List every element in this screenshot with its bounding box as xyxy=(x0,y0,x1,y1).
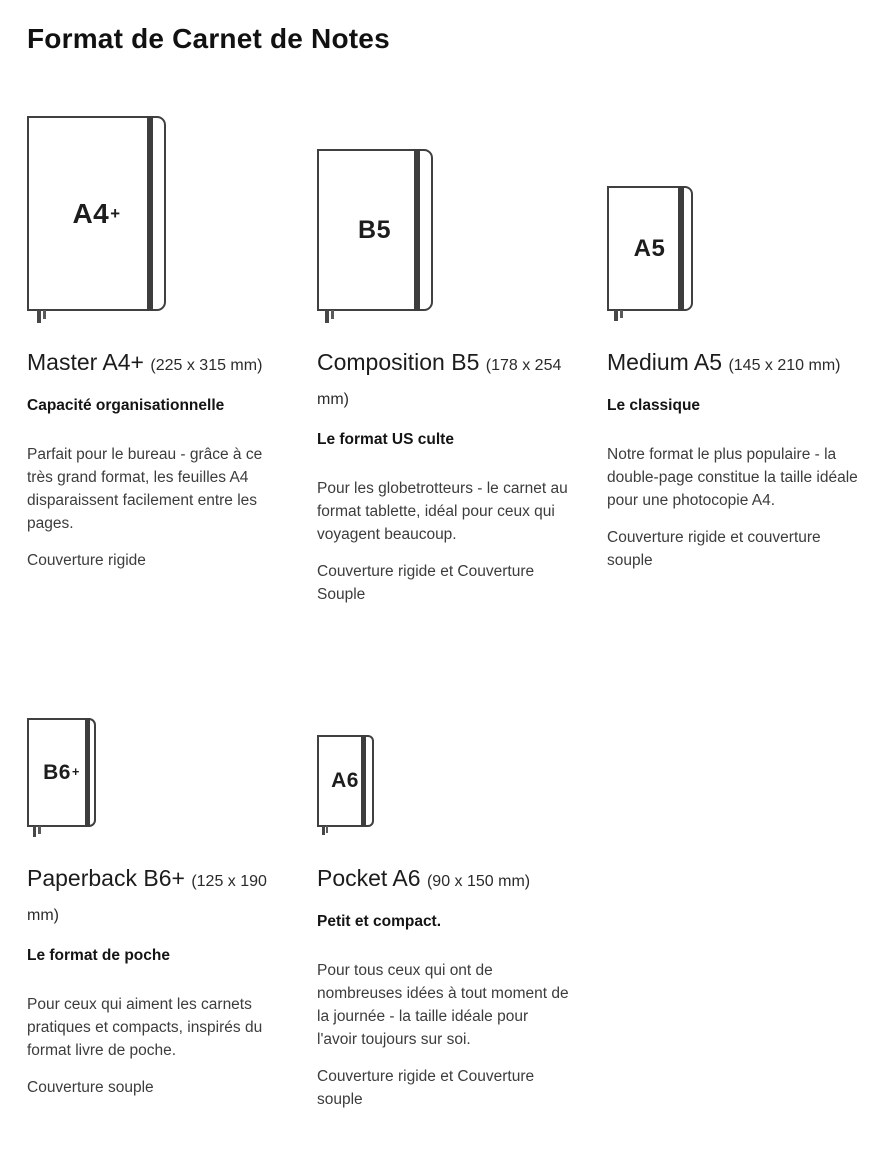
bookmark-ribbon-1 xyxy=(33,826,36,837)
format-heading xyxy=(317,863,571,897)
elastic-band xyxy=(361,735,366,827)
notebook-a5 xyxy=(607,186,693,311)
notebook-size-label: A4+ xyxy=(72,197,121,229)
notebook-illustration xyxy=(607,116,861,311)
notebook-a4plus xyxy=(27,116,166,311)
notebook-a6 xyxy=(317,735,374,827)
page-title: Format de Carnet de Notes xyxy=(27,23,390,54)
format-name: Composition B5 xyxy=(317,349,480,375)
elastic-band xyxy=(414,149,420,311)
format-description: Pour les globetrotteurs - le carnet au format tablette, idéal pour ceux qui voyagent beaucoup. xyxy=(317,480,568,543)
format-dimensions: (225 x 315 mm) xyxy=(150,357,263,374)
format-dimensions: (90 x 150 mm) xyxy=(426,873,531,890)
format-tagline: Le format de poche xyxy=(27,947,170,964)
format-name: Medium A5 xyxy=(607,349,723,375)
plus-suffix: + xyxy=(72,765,80,780)
bookmark-ribbon-2 xyxy=(43,310,46,319)
bookmark-ribbon-2 xyxy=(38,826,41,834)
formats-grid xyxy=(27,116,870,1111)
format-covers: Couverture souple xyxy=(27,1079,154,1096)
format-tagline: Le classique xyxy=(607,397,701,414)
format-tagline: Le format US culte xyxy=(317,431,454,448)
format-description: Notre format le plus populaire - la double-page constitue la taille idéale pour une photocopie A4. xyxy=(607,446,858,509)
elastic-band xyxy=(147,116,153,311)
format-covers: Couverture rigide xyxy=(27,552,146,569)
format-dimensions: (145 x 210 mm) xyxy=(728,357,841,374)
format-heading xyxy=(607,347,861,381)
format-tagline: Capacité organisationnelle xyxy=(27,397,225,414)
bookmark-ribbon-1 xyxy=(322,826,325,835)
format-dimensions: (178 x 254 mm) xyxy=(317,357,562,408)
format-card-composition-b5 xyxy=(317,116,571,606)
bookmark-ribbon-2 xyxy=(331,310,334,319)
format-tagline: Petit et compact. xyxy=(317,913,442,930)
bookmark-ribbon-2 xyxy=(326,826,328,833)
elastic-band xyxy=(678,186,684,311)
format-name: Paperback B6+ xyxy=(27,865,185,891)
notebook-size-label: A6 xyxy=(331,769,359,792)
format-card-pocket-a6 xyxy=(317,718,571,1111)
notebook-illustration xyxy=(317,718,571,827)
format-heading xyxy=(317,347,571,415)
plus-suffix: + xyxy=(110,204,121,224)
format-card-paperback-b6plus xyxy=(27,718,281,1099)
notebook-b5 xyxy=(317,149,433,311)
notebook-illustration xyxy=(317,116,571,311)
format-description: Parfait pour le bureau - grâce à ce très grand format, les feuilles A4 disparaissent facilement entre les pages. xyxy=(27,446,263,532)
notebook-size-label: B6+ xyxy=(43,760,80,784)
notebook-b6plus xyxy=(27,718,96,827)
format-covers: Couverture rigide et Couverture Souple xyxy=(317,563,535,603)
elastic-band xyxy=(85,718,90,827)
format-covers: Couverture rigide et couverture souple xyxy=(607,529,821,569)
format-heading xyxy=(27,863,281,931)
format-name: Pocket A6 xyxy=(317,865,421,891)
notebook-size-label: B5 xyxy=(358,215,391,244)
bookmark-ribbon-1 xyxy=(614,310,618,321)
format-heading xyxy=(27,347,281,381)
bookmark-ribbon-1 xyxy=(37,310,41,323)
format-dimensions: (125 x 190 mm) xyxy=(27,873,267,924)
notebook-size-label: A5 xyxy=(633,234,666,262)
notebook-illustration xyxy=(27,116,281,311)
format-covers: Couverture rigide et Couverture souple xyxy=(317,1068,535,1108)
bookmark-ribbon-1 xyxy=(325,310,329,323)
notebook-illustration xyxy=(27,718,281,827)
format-card-master-a4plus xyxy=(27,116,281,572)
format-card-medium-a5 xyxy=(607,116,861,572)
format-name: Master A4+ xyxy=(27,349,144,375)
format-description: Pour ceux qui aiment les carnets pratiques et compacts, inspirés du format livre de poche. xyxy=(27,996,263,1059)
bookmark-ribbon-2 xyxy=(620,310,623,318)
format-description: Pour tous ceux qui ont de nombreuses idées à tout moment de la journée - la taille idéale pour l'avoir toujours sur soi. xyxy=(317,962,569,1048)
